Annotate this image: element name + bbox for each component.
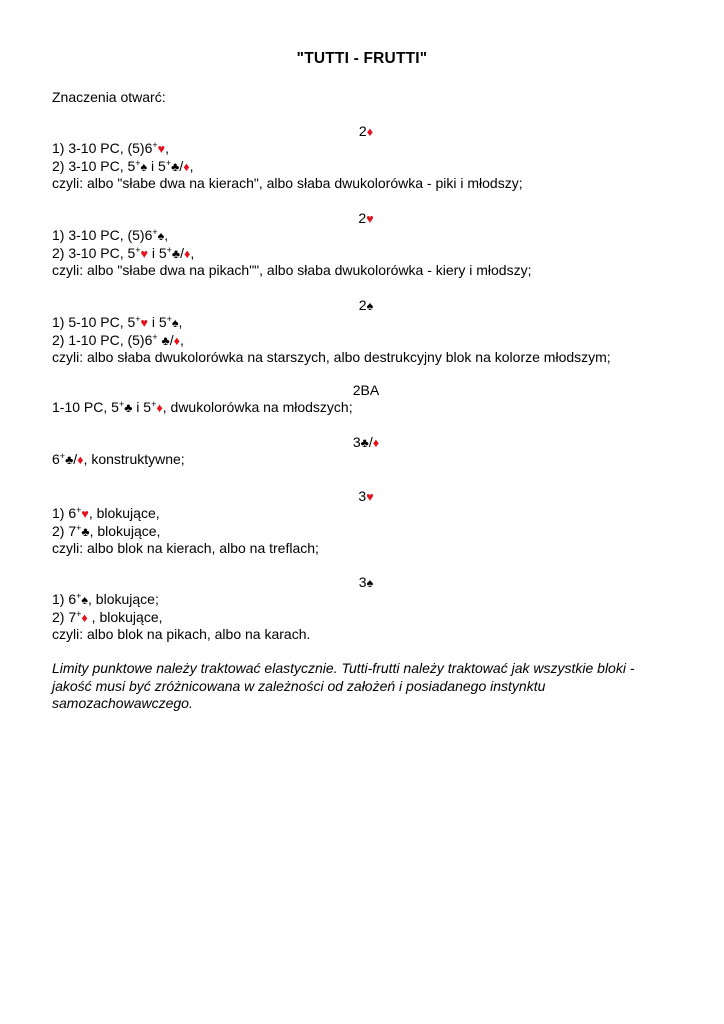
club-icon: ♣ bbox=[81, 524, 90, 539]
text-line: 1-10 PC, 5+♣ i 5+♦, dwukolorówka na młodszych; bbox=[52, 399, 353, 415]
diamond-icon: ♦ bbox=[372, 436, 380, 450]
summary-line: czyli: albo blok na kierach, albo na treflach; bbox=[52, 540, 319, 556]
heart-icon: ♥ bbox=[140, 246, 148, 261]
section-heading: 2BA bbox=[352, 382, 380, 398]
closing-note: Limity punktowe należy traktować elastycznie. Tutti-frutti należy traktować jak wszystkie bloki - jakość musi być zróżnicowana w zależności od założeń i posiadanego instynktu samozachowawczego. bbox=[52, 660, 635, 711]
text-line: 2) 7+♣, blokujące, bbox=[52, 522, 161, 539]
section-3-minors bbox=[52, 433, 672, 469]
text-line: 1) 5-10 PC, 5+♥ i 5+♠, bbox=[52, 314, 183, 330]
section-heading: 2♥ bbox=[358, 210, 374, 226]
section-2-spades bbox=[52, 296, 672, 367]
section-heading: 3♣/♦ bbox=[352, 434, 380, 450]
section-heading: 3♥ bbox=[358, 488, 374, 504]
text-line: 1) 3-10 PC, (5)6+♥, bbox=[52, 140, 169, 156]
club-icon: ♣ bbox=[171, 246, 181, 261]
diamond-icon: ♦ bbox=[366, 125, 374, 139]
text-line: 2) 7+♦ , blokujące, bbox=[52, 608, 163, 625]
summary-line: czyli: albo blok na pikach, albo na karach. bbox=[52, 626, 311, 642]
summary-line: czyli: albo "słabe dwa na kierach", albo słaba dwukolorówka - piki i młodszy; bbox=[52, 175, 523, 191]
summary-line: czyli: albo "słabe dwa na pikach"", albo słaba dwukolorówka - kiery i młodszy; bbox=[52, 262, 532, 278]
diamond-icon: ♦ bbox=[173, 333, 181, 348]
document-title: "TUTTI - FRUTTI" bbox=[296, 50, 428, 67]
section-3-hearts bbox=[52, 487, 672, 558]
heart-icon: ♥ bbox=[81, 507, 89, 521]
spade-icon: ♠ bbox=[366, 299, 374, 313]
text-line: 2) 1-10 PC, (5)6+ ♣/♦, bbox=[52, 331, 184, 348]
club-icon: ♣ bbox=[161, 333, 170, 348]
text-line: 1) 6+♠, blokujące; bbox=[52, 591, 159, 607]
diamond-icon: ♦ bbox=[183, 159, 190, 174]
summary-line: czyli: albo słaba dwukolorówka na starszych, albo destrukcyjny blok na kolorze młodszym; bbox=[52, 349, 611, 365]
section-heading: 3♠ bbox=[358, 574, 374, 590]
diamond-icon: ♦ bbox=[184, 246, 191, 261]
section-2-diamonds bbox=[52, 122, 672, 193]
club-icon: ♣ bbox=[124, 401, 133, 415]
spade-icon: ♠ bbox=[157, 229, 165, 243]
intro-text: Znaczenia otwarć: bbox=[52, 89, 166, 105]
text-line: 2) 3-10 PC, 5+♥ i 5+♣/♦, bbox=[52, 244, 195, 261]
text-line: 2) 3-10 PC, 5+♠ i 5+♣/♦, bbox=[52, 157, 194, 174]
diamond-icon: ♦ bbox=[156, 401, 163, 415]
club-icon: ♣ bbox=[171, 159, 180, 174]
section-heading: 2♦ bbox=[358, 123, 374, 139]
section-2-hearts bbox=[52, 209, 672, 280]
club-icon: ♣ bbox=[360, 436, 369, 450]
heart-icon: ♥ bbox=[157, 142, 166, 156]
club-icon: ♣ bbox=[65, 453, 74, 467]
text-line: 1) 3-10 PC, (5)6+♠, bbox=[52, 227, 169, 243]
heart-icon: ♥ bbox=[366, 212, 374, 226]
section-2ba bbox=[52, 381, 672, 417]
section-3-spades bbox=[52, 573, 672, 644]
spade-icon: ♠ bbox=[140, 159, 148, 174]
spade-icon: ♠ bbox=[366, 576, 374, 590]
heart-icon: ♥ bbox=[140, 316, 148, 330]
heart-icon: ♥ bbox=[366, 490, 374, 504]
spade-icon: ♠ bbox=[81, 593, 89, 607]
spade-icon: ♠ bbox=[171, 316, 179, 330]
diamond-icon: ♦ bbox=[81, 610, 88, 625]
text-line: 6+♣/♦, konstruktywne; bbox=[52, 451, 185, 467]
diamond-icon: ♦ bbox=[77, 453, 84, 467]
text-line: 1) 6+♥, blokujące, bbox=[52, 505, 160, 521]
section-heading: 2♠ bbox=[358, 297, 374, 313]
